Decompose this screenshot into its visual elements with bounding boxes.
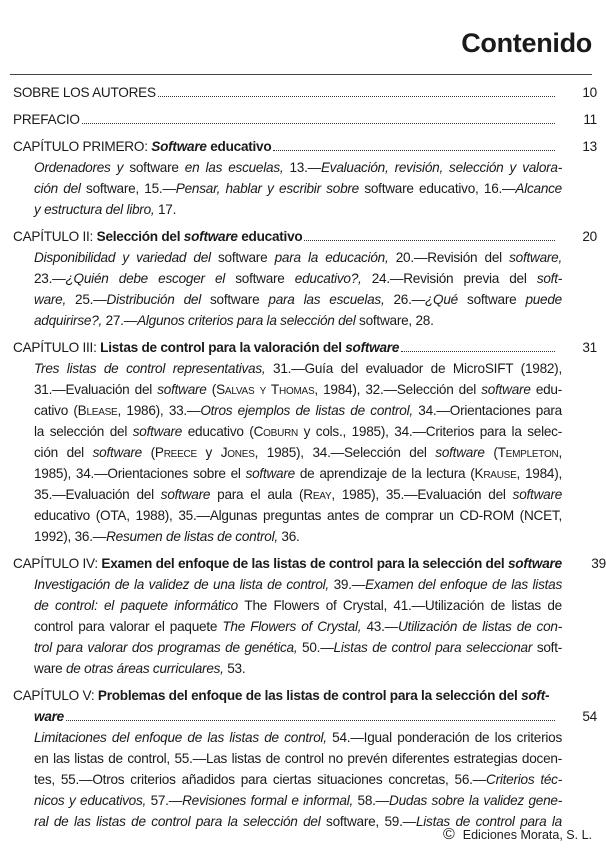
text-segment: 23.—	[34, 271, 66, 286]
text-segment: 50.—	[302, 640, 334, 655]
toc-entry-title[interactable]	[13, 226, 597, 247]
text-segment: Distribución del	[106, 292, 210, 307]
text-segment: software	[210, 292, 269, 307]
entry-description	[13, 574, 562, 679]
toc-entry-title[interactable]	[13, 706, 597, 727]
dot-leader	[66, 719, 555, 721]
text-segment: en las listas de control, 55.—Las listas de control no prevén diferentes estrategias docen-	[34, 751, 562, 766]
text-segment: software	[481, 382, 536, 397]
entry-description	[13, 157, 562, 220]
table-of-contents	[13, 82, 606, 838]
toc-entry-title[interactable]	[13, 685, 597, 706]
text-segment: CAPÍTULO III:	[13, 340, 101, 355]
text-segment: The Flowers of Crystal,	[222, 619, 367, 634]
text-segment: , 1985), 34.—Selección del	[254, 445, 436, 460]
page-number: 20	[582, 229, 597, 244]
entry-description	[13, 358, 562, 547]
toc-entry-title[interactable]	[13, 337, 597, 358]
text-segment: y	[196, 445, 221, 460]
description-line	[34, 247, 562, 268]
description-line	[34, 463, 562, 484]
entry-label	[13, 226, 302, 247]
text-segment: puede	[525, 292, 562, 307]
text-segment: , 1984),	[516, 466, 562, 481]
text-segment: y cols., 1985), 34.—Criterios para la selec-	[298, 424, 563, 439]
text-segment: software	[245, 466, 300, 481]
description-line	[34, 289, 562, 310]
text-segment: 24.—Revisión previa del	[371, 271, 537, 286]
toc-entry-title[interactable]	[13, 82, 597, 103]
text-segment: para el aula (	[217, 487, 304, 502]
dot-leader	[82, 122, 555, 124]
text-segment: de control: el paquete informático	[34, 598, 245, 613]
text-segment: (	[493, 445, 498, 460]
text-segment: Templeton	[497, 445, 559, 460]
description-line	[34, 157, 562, 178]
entry-label	[13, 337, 399, 358]
page-number: 39	[591, 556, 606, 571]
text-segment: educativo?,	[294, 271, 372, 286]
text-segment: , 1985), 35.—Evaluación del	[331, 487, 513, 502]
text-segment: 31.—Evaluación del	[34, 382, 158, 397]
text-segment: edu-	[535, 382, 563, 397]
text-segment: ción del	[34, 181, 87, 196]
page-number: 54	[582, 709, 597, 724]
description-line	[34, 616, 562, 637]
text-segment: cativo (	[34, 403, 78, 418]
text-segment: 20.—Revisión del	[395, 250, 510, 265]
toc-entry[interactable]	[13, 136, 597, 220]
description-line	[34, 484, 562, 505]
toc-entry[interactable]	[13, 82, 597, 103]
entry-label	[13, 82, 156, 103]
page-number: 10	[582, 85, 597, 100]
text-segment: 57.—	[150, 793, 183, 808]
text-segment: de aprendizaje de la lectura (	[299, 466, 475, 481]
text-segment: Algunos criterios para la selección del	[137, 313, 360, 328]
text-segment: 34.—Orientaciones para	[418, 403, 562, 418]
text-segment: adquirirse?,	[34, 313, 106, 328]
text-segment: software	[129, 160, 179, 175]
text-segment: ware,	[34, 292, 76, 307]
text-segment: software,	[509, 250, 563, 265]
text-segment: software	[467, 292, 526, 307]
text-segment: para la educación,	[274, 250, 396, 265]
text-segment: SOBRE LOS AUTORES	[13, 85, 156, 100]
text-segment: Examen del enfoque de las listas	[365, 577, 562, 592]
dot-leader	[304, 239, 555, 241]
text-segment: 1992), 36.—	[34, 529, 107, 544]
text-segment: Coburn	[253, 424, 299, 439]
entry-label	[13, 109, 80, 130]
text-segment: Resumen de listas de control,	[106, 529, 282, 544]
text-segment: Limitaciones del enfoque de las listas de control,	[34, 730, 333, 745]
text-segment: Revisiones formal e informal,	[182, 793, 358, 808]
text-segment: soft-	[536, 640, 562, 655]
text-segment: Evaluación, revisión, selección y valora-	[320, 160, 562, 175]
text-segment: ¿Qué	[425, 292, 468, 307]
text-segment: ción del	[34, 445, 93, 460]
text-segment: software	[157, 382, 212, 397]
text-segment: software educativo, 16.—	[364, 181, 516, 196]
entry-label	[13, 136, 271, 157]
text-segment: software	[132, 424, 188, 439]
text-segment: Blease	[77, 403, 118, 418]
text-segment: Problemas del enfoque de las listas de control para la selección del	[97, 688, 522, 703]
text-segment: ral de las listas de control para la selección del	[34, 814, 327, 829]
text-segment: 53.	[227, 661, 246, 676]
publisher-name: Ediciones Morata, S. L.	[462, 828, 592, 842]
text-segment: Alcance	[515, 181, 562, 196]
text-segment: la selección del	[34, 424, 133, 439]
text-segment: educativo (	[187, 424, 254, 439]
text-segment: Listas de control para seleccionar	[333, 640, 537, 655]
text-segment: 17.	[157, 202, 177, 217]
description-line	[34, 268, 562, 289]
text-segment: ,	[558, 445, 563, 460]
text-segment: 1985), 34.—Orientaciones sobre el	[34, 466, 246, 481]
header-rule	[10, 74, 592, 75]
copyright-icon: ©	[442, 826, 455, 843]
page-number: 13	[582, 139, 597, 154]
entry-label	[13, 553, 562, 574]
text-segment: y estructura del libro,	[34, 202, 158, 217]
text-segment: Krause	[474, 466, 517, 481]
description-line	[34, 748, 562, 769]
text-segment: software	[345, 340, 400, 355]
text-segment: control para valorar el paquete	[34, 619, 223, 634]
entry-description	[13, 247, 562, 331]
text-segment: , 1984), 32.—Selección del	[314, 382, 482, 397]
text-segment: Salvas y Thomas	[216, 382, 315, 397]
text-segment: software	[507, 556, 562, 571]
text-segment: Jones	[220, 445, 255, 460]
text-segment: 31.—Guía del evaluador de MicroSIFT (1982),	[273, 361, 562, 376]
text-segment: 36.	[281, 529, 300, 544]
description-line	[34, 358, 562, 379]
text-segment: Investigación de la validez de una lista de control,	[34, 577, 334, 592]
entry-label	[13, 685, 549, 706]
text-segment: Ordenadores y	[34, 160, 130, 175]
text-segment: soft-	[536, 271, 563, 286]
text-segment: de otras áreas curriculares,	[66, 661, 228, 676]
text-segment: 26.—	[393, 292, 425, 307]
text-segment: 27.—	[105, 313, 138, 328]
entry-label	[34, 706, 64, 727]
text-segment: Dudas sobre la validez gene-	[389, 793, 562, 808]
text-segment: Utilización de listas de con-	[397, 619, 562, 634]
text-segment: Tres listas de control representativas,	[34, 361, 274, 376]
description-line	[34, 727, 562, 748]
text-segment: Preece	[154, 445, 197, 460]
text-segment: CAPÍTULO V:	[13, 688, 98, 703]
description-line	[34, 658, 562, 679]
text-segment: software	[160, 487, 218, 502]
text-segment: CAPÍTULO PRIMERO:	[13, 139, 152, 154]
text-segment: educativo (OTA, 1988), 35.—Algunas preguntas antes de comprar un CD-ROM (NCET,	[34, 508, 562, 523]
footer	[443, 826, 592, 844]
text-segment: educativo	[237, 229, 303, 244]
text-segment: 25.—	[75, 292, 107, 307]
text-segment: PREFACIO	[13, 112, 80, 127]
text-segment: ¿Quién debe escoger el	[65, 271, 236, 286]
page-number: 31	[582, 340, 597, 355]
text-segment: ware	[34, 661, 66, 676]
toc-entry[interactable]	[13, 553, 606, 679]
text-segment: , 1986), 33.—	[117, 403, 201, 418]
text-segment: CAPÍTULO IV:	[13, 556, 102, 571]
text-segment: trol para valorar dos programas de genética,	[34, 640, 303, 655]
description-line	[34, 400, 562, 421]
dot-leader	[401, 350, 555, 352]
dot-leader	[158, 95, 555, 97]
text-segment: 54.—Igual ponderación de los criterios	[332, 730, 563, 745]
toc-entry[interactable]	[13, 109, 597, 130]
text-segment: CAPÍTULO II:	[13, 229, 97, 244]
text-segment: 39.—	[333, 577, 366, 592]
description-line	[34, 199, 562, 220]
description-line	[34, 442, 562, 463]
text-segment: Pensar, hablar y escribir sobre	[175, 181, 365, 196]
text-segment: Otros ejemplos de listas de control,	[200, 403, 419, 418]
description-line	[34, 379, 562, 400]
description-line	[34, 790, 562, 811]
text-segment: ware	[34, 709, 64, 724]
description-line	[34, 421, 562, 442]
page-number: 11	[583, 112, 597, 127]
text-segment: Examen del enfoque de las listas de control para la selección del	[101, 556, 508, 571]
text-segment: Selección del	[96, 229, 184, 244]
text-segment: The Flowers of Crystal, 41.—Utilización de listas de	[244, 598, 562, 613]
text-segment: tes, 55.—Otros criterios añadidos para ciertas situaciones concretas, 56.—	[34, 772, 487, 787]
toc-entry[interactable]	[13, 685, 597, 832]
entry-description	[13, 727, 562, 832]
text-segment: para las escuelas,	[268, 292, 394, 307]
text-segment: software	[183, 229, 238, 244]
text-segment: 35.—Evaluación del	[34, 487, 161, 502]
text-segment: Criterios téc-	[486, 772, 562, 787]
toc-entry[interactable]	[13, 226, 597, 331]
dot-leader	[273, 149, 555, 151]
text-segment: software	[92, 445, 151, 460]
text-segment: software	[435, 445, 494, 460]
toc-entry-title[interactable]	[13, 109, 597, 130]
toc-entry-title[interactable]	[13, 136, 597, 157]
text-segment: (	[211, 382, 217, 397]
text-segment: en las escuelas,	[178, 160, 290, 175]
toc-entry-title[interactable]	[13, 553, 606, 574]
text-segment: software, 15.—	[86, 181, 176, 196]
text-segment: (	[150, 445, 155, 460]
description-line	[34, 595, 562, 616]
text-segment: software, 28.	[359, 313, 434, 328]
page-title: Contenido	[461, 28, 592, 58]
text-segment: Reay	[303, 487, 332, 502]
text-segment: soft-	[521, 688, 550, 703]
text-segment: Software	[151, 139, 207, 154]
toc-entry[interactable]	[13, 337, 597, 547]
description-line	[34, 310, 562, 331]
text-segment: 13.—	[289, 160, 321, 175]
text-segment: software	[235, 271, 295, 286]
text-segment: software, 59.—	[326, 814, 416, 829]
description-line	[34, 505, 562, 526]
text-segment: software	[512, 487, 563, 502]
text-segment: 43.—	[366, 619, 398, 634]
description-line	[34, 178, 562, 199]
description-line	[34, 769, 562, 790]
text-segment: educativo	[206, 139, 272, 154]
description-line	[34, 637, 562, 658]
description-line	[34, 526, 562, 547]
text-segment: Listas de control para la valoración del	[100, 340, 346, 355]
text-segment: Disponibilidad y variedad del	[34, 250, 218, 265]
text-segment: software	[218, 250, 275, 265]
text-segment: 58.—	[357, 793, 390, 808]
text-segment: nicos y educativos,	[34, 793, 151, 808]
description-line	[34, 574, 562, 595]
text-segment: Listas de control para la	[415, 814, 562, 829]
